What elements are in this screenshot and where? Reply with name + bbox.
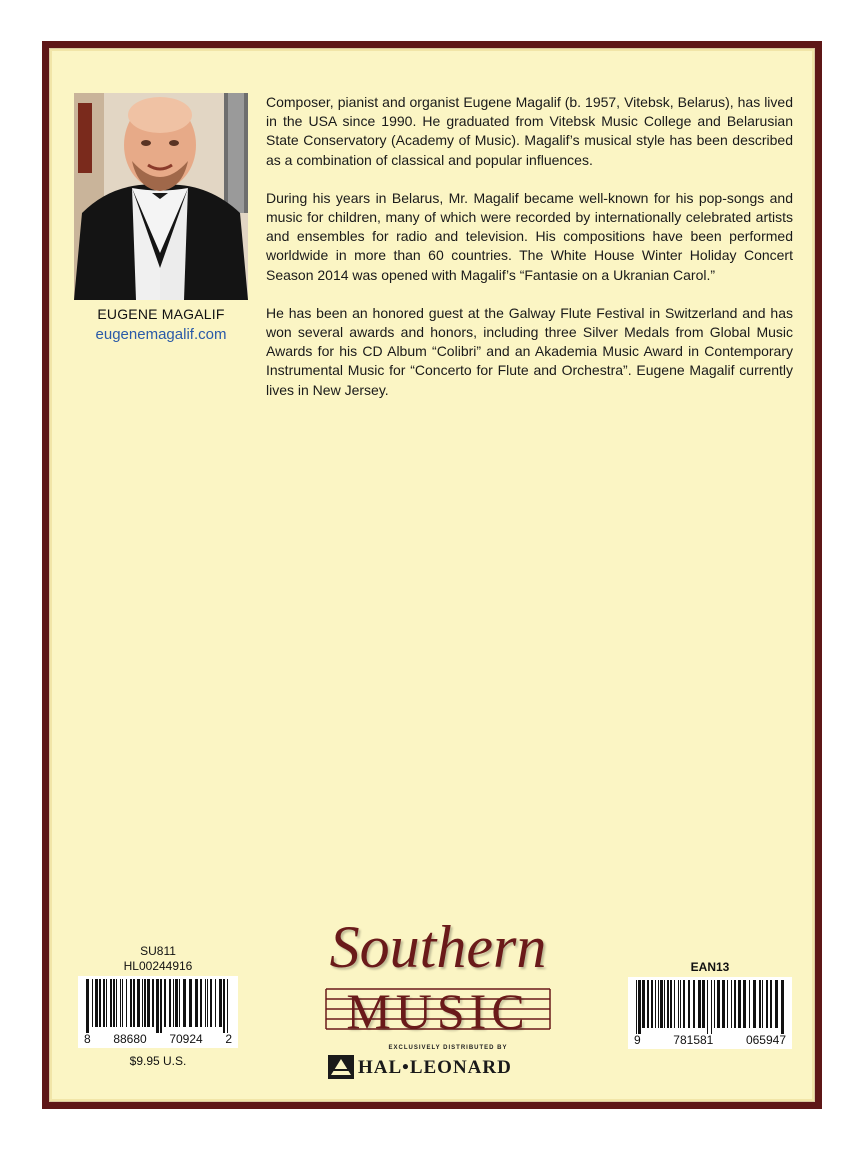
ean-label: EAN13 [690,960,730,974]
upc-digit-group: 2 [225,1032,232,1046]
barcode-bar [215,979,216,1027]
barcode-bar [103,979,105,1027]
upc-digit-group: 8 [84,1032,91,1046]
author-photo [74,93,248,300]
barcode-bar [183,979,186,1027]
barcode-bar [749,980,750,1028]
barcode-bar [130,979,132,1027]
barcode-bar [678,980,679,1028]
barcode-bar [660,980,663,1028]
barcode-bar [223,979,225,1033]
logo-southern-text: Southern [329,914,547,980]
barcode-bar [664,980,665,1028]
upc-barcode-bars [82,979,234,1033]
barcode-bar [683,980,685,1028]
barcode-bar [636,980,637,1034]
barcode-bar [133,979,135,1027]
barcode-bar [110,979,112,1027]
back-cover-panel [49,48,815,1102]
barcode-bar [734,980,736,1028]
barcode-bar [762,980,763,1028]
bio-paragraph-1: Composer, pianist and organist Eugene Magalif (b. 1957, Vitebsk, Belarus), has lived in the USA since 1990. He graduated from Vitebsk Music College and Belarusian State Conservatory (Academy of Music). Magalif’s musical style has been described as a combination of classical and popular influences. [266,94,793,168]
barcode-bar [219,979,222,1027]
barcode-bar [775,980,778,1028]
product-code: SU811 [140,944,176,958]
barcode-bar [95,979,98,1027]
barcode-bar [126,979,127,1027]
author-website-link[interactable]: eugenemagalif.com [95,326,227,343]
upc-digits [82,1033,234,1046]
distributed-by-label: EXCLUSIVELY DISTRIBUTED BY [388,1045,508,1051]
barcode-bar [164,979,166,1027]
barcode-bar [175,979,178,1027]
barcode-bar [210,979,212,1027]
barcode-bar [770,980,772,1028]
barcode-bar [667,980,669,1028]
barcode-bar [227,979,228,1033]
bio-paragraph-3: He has been an honored guest at the Galway Flute Festival in Switzerland and has won several awards and honors, including three Silver Medals from Global Music Awards for his CD Album “Colibri” and an Akademia Music Award in Contemporary Instrumental Music for “Concerto for Flute and Orchestra”. Eugene Magalif currently lives in New Jersey. [266,304,793,398]
barcode-bar [120,979,121,1027]
back-cover-frame [42,41,822,1109]
barcode-bar [647,980,649,1028]
barcode-bar [711,980,712,1034]
barcode-bar [655,980,656,1028]
logo-music-staff [322,981,554,1039]
upc-barcode-block [78,944,238,1068]
barcode-bar [116,979,117,1027]
barcode-bar [179,979,180,1027]
logo-music-text: MUSIC [346,983,530,1039]
barcode-bar [92,979,93,1027]
upc-digit-group: 70924 [169,1032,203,1046]
barcode-bar [189,979,192,1027]
barcode-bar [759,980,761,1028]
ean-digits [632,1034,788,1047]
barcode-bar [205,979,206,1027]
ean-digit-group: 065947 [745,1033,786,1047]
barcode-bar [693,980,695,1028]
bio-paragraph-2: During his years in Belarus, Mr. Magalif became well-known for his pop-songs and music for children, many of which were recorded by internationally celebrated artists and ensembles for radio and television. His compositions have been performed worldwide in more than 60 countries. The White House Winter Holiday Concert Season 2014 was opened with Magalif’s “Fantasie on a Ukranian Carol.” [266,189,793,283]
barcode-bar [173,979,174,1027]
barcode-bar [766,980,768,1028]
barcode-bar [651,980,653,1028]
barcode-bar [200,979,202,1027]
barcode-bar [144,979,146,1027]
barcode-bar [195,979,198,1027]
southern-music-logo [308,915,568,1085]
ean-barcode-bars [632,980,788,1034]
barcode-bar [642,980,645,1028]
barcode-bar [670,980,672,1028]
barcode-bar [738,980,741,1028]
upc-barcode [78,976,238,1048]
barcode-bar [731,980,732,1028]
barcode-bar [106,979,107,1027]
ean-barcode-block [628,960,792,1049]
hal-leonard-text: HAL•LEONARD [358,1057,512,1078]
ean-digit-group: 9 [634,1033,641,1047]
barcode-bar [99,979,101,1027]
barcode-bar [680,980,681,1028]
author-biography [266,93,793,419]
hal-leonard-logo [328,1055,568,1079]
barcode-bar [753,980,756,1028]
barcode-bar [722,980,725,1028]
barcode-bar [727,980,728,1028]
price: $9.95 U.S. [129,1054,187,1068]
barcode-bar [207,979,208,1027]
barcode-bar [147,979,150,1027]
barcode-bar [702,980,705,1028]
barcode-bar [781,980,784,1034]
barcode-bar [658,980,659,1028]
barcode-bar [743,980,746,1028]
barcode-bar [113,979,115,1027]
barcode-bar [674,980,675,1028]
barcode-bar [638,980,641,1034]
barcode-bar [717,980,720,1028]
barcode-bar [707,980,708,1034]
barcode-bar [698,980,701,1028]
barcode-bar [688,980,690,1028]
barcode-bar [160,979,162,1033]
upc-digit-group: 88680 [113,1032,147,1046]
barcode-bar [156,979,159,1033]
barcode-bar [86,979,89,1033]
author-name: EUGENE MAGALIF [97,306,225,322]
barcode-bar [152,979,154,1027]
barcode-bar [169,979,171,1027]
ean-barcode [628,977,792,1049]
hl-code: HL00244916 [123,959,193,973]
barcode-bar [142,979,143,1027]
barcode-bar [714,980,715,1028]
barcode-bar [137,979,140,1027]
barcode-bar [122,979,123,1027]
ean-digit-group: 781581 [673,1033,714,1047]
hal-leonard-icon [328,1055,354,1079]
